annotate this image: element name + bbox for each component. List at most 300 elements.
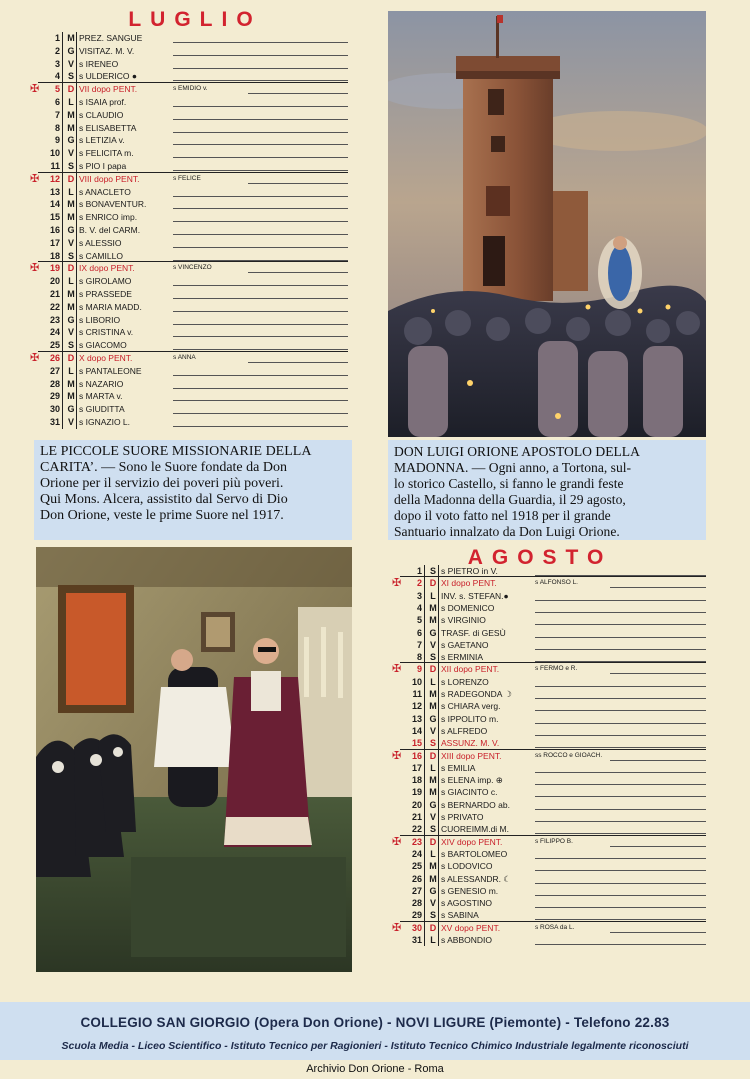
- day-number: 29: [49, 391, 60, 402]
- saint-name: s GIACINTO c.: [441, 787, 498, 798]
- day-number: 3: [54, 58, 60, 69]
- saint-name: s ELISABETTA: [79, 122, 137, 133]
- day-number: 28: [49, 378, 60, 389]
- day-number: 26: [49, 353, 60, 363]
- saint-name: s ERMINIA: [441, 652, 484, 663]
- calendar-day-row: [392, 663, 706, 676]
- weekday-letter: S: [429, 566, 436, 576]
- saint-name: s ABBONDIO: [441, 935, 493, 945]
- weekday-letter: M: [67, 391, 75, 402]
- calendar-day-row: [400, 860, 706, 872]
- day-number: 12: [411, 701, 422, 712]
- saint-name: XI dopo PENT.: [441, 578, 497, 589]
- day-number: 15: [49, 212, 60, 223]
- calendar-day-row: [30, 172, 348, 185]
- weekday-letter: V: [67, 237, 74, 248]
- note-line: [173, 311, 348, 312]
- weekday-letter: V: [429, 898, 436, 909]
- note-line: [173, 157, 348, 158]
- sunday-cross-icon: ✠: [30, 352, 40, 364]
- saint-name: s MARIA MADD.: [79, 301, 142, 312]
- extra-saint-note: s ANNA: [173, 354, 196, 361]
- weekday-letter: D: [67, 263, 75, 274]
- weekday-letter: S: [67, 71, 74, 82]
- day-number: 24: [411, 848, 422, 859]
- weekday-letter: L: [430, 676, 436, 687]
- note-line: [535, 870, 706, 871]
- day-number: 22: [411, 824, 422, 835]
- note-line: [173, 285, 348, 286]
- saint-name: ASSUNZ. M. V.: [441, 738, 500, 749]
- weekday-letter: G: [429, 799, 437, 810]
- saint-name: X dopo PENT.: [79, 353, 133, 363]
- calendar-day-row: [38, 134, 348, 146]
- day-number: 2: [416, 578, 422, 589]
- note-line: [535, 710, 706, 711]
- calendar-day-row: [400, 700, 706, 712]
- weekday-letter: V: [67, 417, 74, 427]
- calendar-day-row: [38, 58, 348, 70]
- saint-name: IX dopo PENT.: [79, 263, 135, 274]
- caption-line: dopo il voto fatto nel 1918 per il grande: [394, 508, 611, 523]
- calendar-day-row: [392, 921, 706, 934]
- calendar-day-row: [38, 314, 348, 326]
- weekday-letter: G: [67, 404, 75, 415]
- note-line: [248, 183, 348, 184]
- weekday-letter: S: [67, 250, 74, 261]
- weekday-letter: D: [429, 922, 437, 933]
- footer-school-programs: Scuola Media - Liceo Scientifico - Istituto Tecnico per Ragionieri - Istituto Tecnico Chimico Industriale legalmente riconosciuti: [61, 1040, 689, 1052]
- note-line: [173, 298, 348, 299]
- weekday-letter: D: [67, 353, 75, 363]
- calendar-day-row: [38, 250, 348, 262]
- weekday-letter: S: [429, 910, 436, 921]
- weekday-letter: L: [68, 186, 74, 197]
- day-number: 25: [411, 861, 422, 872]
- saint-name: s ENRICO imp.: [79, 212, 138, 223]
- calendar-day-row: [38, 416, 348, 428]
- calendar-day-row: [38, 96, 348, 108]
- weekday-letter: D: [429, 664, 437, 675]
- calendar-day-row: [38, 224, 348, 236]
- day-number: 4: [416, 602, 422, 613]
- extra-saint-note: s FILIPPO B.: [535, 837, 573, 845]
- weekday-letter: M: [429, 787, 437, 798]
- caption-line: DON LUIGI ORIONE APOSTOLO DELLA: [394, 444, 640, 459]
- saint-name: XIV dopo PENT.: [441, 836, 503, 847]
- weekday-letter: M: [429, 873, 437, 884]
- saint-name: s SABINA: [441, 910, 479, 921]
- day-number: 18: [49, 250, 60, 261]
- weekday-letter: L: [68, 97, 74, 107]
- saint-name: s PIO I papa: [79, 161, 127, 171]
- calendar-day-row: [38, 237, 348, 249]
- calendar-day-row: [400, 873, 706, 885]
- calendar-day-row: [38, 186, 348, 198]
- weekday-letter: V: [67, 148, 74, 159]
- weekday-letter: L: [430, 590, 436, 601]
- weekday-letter: V: [429, 725, 436, 736]
- calendar-day-row: [400, 823, 706, 835]
- saint-name: s EMILIA: [441, 762, 476, 773]
- note-line: [173, 208, 348, 209]
- saint-name: TRASF. di GESÙ: [441, 627, 506, 638]
- note-line: [173, 324, 348, 325]
- saint-name: s IRENEO: [79, 58, 119, 69]
- saint-name: s ELENA imp. ⊕: [441, 775, 503, 786]
- calendar-day-row: [30, 83, 348, 96]
- saint-name: s ULDERICO ●: [79, 71, 138, 82]
- calendar-day-row: [38, 211, 348, 223]
- day-number: 2: [54, 45, 60, 56]
- day-number: 15: [411, 738, 422, 749]
- footer-banner: [0, 1002, 750, 1060]
- saint-name: s CLAUDIO: [79, 109, 124, 120]
- sunday-cross-icon: ✠: [392, 835, 402, 848]
- saint-name: VII dopo PENT.: [79, 84, 138, 95]
- day-number: 7: [54, 109, 60, 120]
- weekday-letter: M: [67, 301, 75, 312]
- weekday-letter: D: [429, 750, 437, 761]
- saint-name: s BARTOLOMEO: [441, 848, 508, 859]
- day-number: 6: [54, 97, 60, 107]
- weekday-letter: S: [67, 161, 74, 171]
- note-line: [173, 42, 348, 43]
- note-line: [173, 68, 348, 69]
- sunday-cross-icon: ✠: [30, 172, 40, 185]
- footer-school-name: COLLEGIO SAN GIORGIO (Opera Don Orione) - NOVI LIGURE (Piemonte) - Telefono 22.83: [80, 1015, 670, 1030]
- note-line: [173, 144, 348, 145]
- calendar-day-row: [400, 713, 706, 725]
- note-line: [535, 723, 706, 724]
- day-number: 1: [54, 33, 60, 43]
- note-line: [535, 649, 706, 650]
- note-line: [173, 413, 348, 414]
- note-line: [535, 796, 706, 797]
- saint-name: s PIETRO in V.: [441, 566, 498, 576]
- calendar-day-row: [38, 45, 348, 57]
- day-number: 25: [49, 340, 60, 351]
- weekday-letter: M: [67, 109, 75, 120]
- saint-name: s CHIARA verg.: [441, 701, 501, 712]
- extra-saint-note: s FELICE: [173, 174, 201, 182]
- missionary-sisters-painting: [36, 547, 352, 972]
- weekday-letter: D: [429, 836, 437, 847]
- saint-name: s GENESIO m.: [441, 885, 499, 896]
- saint-name: s LETIZIA v.: [79, 135, 125, 146]
- weekday-letter: L: [68, 276, 74, 287]
- calendar-day-row: [400, 676, 706, 688]
- note-line: [535, 600, 706, 601]
- note-line: [535, 698, 706, 699]
- saint-name: s RADEGONDA ☽: [441, 689, 512, 699]
- saint-name: s GIUDITTA: [79, 404, 125, 415]
- day-number: 10: [411, 676, 422, 687]
- saint-name: s PRASSEDE: [79, 289, 132, 299]
- calendar-day-row: [400, 934, 706, 946]
- note-line: [173, 388, 348, 389]
- note-line: [248, 362, 348, 363]
- day-number: 13: [49, 186, 60, 197]
- calendar-day-row: [400, 737, 706, 749]
- day-number: 19: [411, 787, 422, 798]
- sunday-cross-icon: ✠: [30, 83, 40, 96]
- note-line: [535, 735, 706, 736]
- weekday-letter: M: [429, 775, 437, 786]
- note-line: [535, 895, 706, 896]
- note-line: [248, 93, 348, 94]
- sunday-cross-icon: ✠: [392, 749, 402, 762]
- note-line: [248, 272, 348, 273]
- day-number: 27: [411, 885, 422, 896]
- day-number: 3: [416, 590, 422, 601]
- weekday-letter: G: [67, 314, 75, 325]
- saint-name: XIII dopo PENT.: [441, 750, 502, 761]
- weekday-letter: V: [429, 812, 436, 822]
- caption-line: Orione per il servizio dei poveri più poveri.: [40, 476, 284, 491]
- calendar-day-row: [38, 378, 348, 390]
- note-line: [173, 400, 348, 401]
- weekday-letter: M: [67, 122, 75, 133]
- weekday-letter: M: [429, 701, 437, 712]
- note-line: [173, 336, 348, 337]
- day-number: 5: [416, 615, 422, 626]
- note-line: [535, 809, 706, 810]
- archive-label: Archivio Don Orione - Roma: [306, 1063, 444, 1075]
- day-number: 26: [411, 873, 422, 884]
- weekday-letter: M: [67, 378, 75, 389]
- saint-name: s PRIVATO: [441, 812, 484, 822]
- weekday-letter: D: [429, 578, 437, 589]
- weekday-letter: M: [67, 33, 75, 43]
- saint-name: VIII dopo PENT.: [79, 173, 140, 184]
- note-line: [535, 624, 706, 625]
- day-number: 14: [411, 725, 422, 736]
- caption-line: Santuario innalzato da Don Luigi Orione.: [394, 524, 620, 539]
- calendar-day-row: [38, 109, 348, 121]
- saint-name: s FELICITA m.: [79, 148, 134, 159]
- day-number: 10: [49, 148, 60, 159]
- saint-name: B. V. del CARM.: [79, 225, 141, 235]
- day-number: 23: [49, 314, 60, 325]
- saint-name: s ALESSANDR. ☾: [441, 873, 511, 884]
- day-number: 22: [49, 301, 60, 312]
- luglio-title: LUGLIO: [128, 8, 262, 31]
- day-number: 14: [49, 199, 60, 210]
- sunday-cross-icon: ✠: [30, 262, 40, 275]
- day-number: 23: [411, 836, 422, 847]
- caption-line: LE PICCOLE SUORE MISSIONARIE DELLA: [40, 444, 312, 459]
- sunday-cross-icon: ✠: [392, 921, 402, 934]
- note-line: [610, 760, 706, 761]
- calendar-day-row: [38, 147, 348, 159]
- note-line: [173, 426, 348, 427]
- weekday-letter: G: [67, 135, 75, 146]
- day-number: 18: [411, 775, 422, 786]
- day-number: 20: [49, 276, 60, 287]
- saint-name: XV dopo PENT.: [441, 922, 501, 933]
- calendar-day-row: [38, 288, 348, 300]
- calendar-day-row: [400, 799, 706, 811]
- day-number: 31: [49, 417, 60, 427]
- saint-name: s DOMENICO: [441, 602, 495, 613]
- luglio-calendar: [30, 32, 350, 438]
- weekday-letter: S: [429, 652, 436, 663]
- castle-procession-photo: [388, 11, 706, 437]
- calendar-day-row: [38, 326, 348, 338]
- calendar-day-row: [400, 639, 706, 651]
- saint-name: s BERNARDO ab.: [441, 799, 510, 810]
- calendar-day-row: [38, 403, 348, 415]
- day-number: 24: [49, 327, 60, 338]
- saint-name: s AGOSTINO: [441, 898, 493, 909]
- day-number: 12: [49, 173, 60, 184]
- note-line: [610, 673, 706, 674]
- caption-line: lo storico Castello, si fanno le grandi feste: [394, 476, 624, 491]
- calendar-day-row: [38, 301, 348, 313]
- weekday-letter: D: [67, 173, 75, 184]
- note-line: [173, 221, 348, 222]
- caption-line: MADONNA. — Ogni anno, a Tortona, sul-: [394, 460, 632, 475]
- calendar-day-row: [392, 835, 706, 848]
- saint-name: s IPPOLITO m.: [441, 713, 499, 724]
- saint-name: INV. s. STEFAN.●: [441, 590, 509, 601]
- day-number: 31: [411, 935, 422, 945]
- calendar-day-row: [38, 390, 348, 402]
- calendar-day-row: [400, 848, 706, 860]
- day-number: 19: [49, 263, 60, 274]
- note-line: [535, 637, 706, 638]
- saint-name: s GIACOMO: [79, 340, 127, 351]
- calendar-day-row: [38, 122, 348, 134]
- calendar-day-row: [400, 811, 706, 823]
- weekday-letter: D: [67, 84, 75, 95]
- day-number: 30: [49, 404, 60, 415]
- calendar-day-row: [400, 614, 706, 626]
- day-number: 7: [416, 639, 422, 650]
- day-number: 11: [412, 689, 422, 699]
- calendar-day-row: [400, 688, 706, 700]
- note-line: [610, 846, 706, 847]
- note-line: [535, 907, 706, 908]
- weekday-letter: G: [429, 885, 437, 896]
- day-number: 30: [411, 922, 422, 933]
- day-number: 11: [50, 161, 60, 171]
- day-number: 21: [49, 289, 60, 299]
- calendar-day-row: [30, 352, 348, 364]
- day-number: 5: [54, 84, 60, 95]
- saint-name: s ALESSIO: [79, 237, 122, 248]
- weekday-letter: S: [429, 824, 436, 835]
- calendar-day-row: [38, 365, 348, 377]
- note-line: [173, 196, 348, 197]
- weekday-letter: G: [67, 45, 75, 56]
- saint-name: s IGNAZIO L.: [79, 417, 131, 427]
- day-number: 13: [411, 713, 422, 724]
- note-line: [535, 612, 706, 613]
- weekday-letter: V: [67, 327, 74, 338]
- calendar-day-row: [400, 909, 706, 921]
- calendar-day-row: [38, 275, 348, 287]
- extra-saint-note: ss ROCCO e GIOACH.: [535, 751, 603, 759]
- agosto-calendar: [392, 565, 708, 971]
- saint-name: CUOREIMM.di M.: [441, 824, 509, 835]
- note-line: [535, 821, 706, 822]
- note-line: [610, 932, 706, 933]
- calendar-day-row: [400, 590, 706, 602]
- saint-name: s PANTALEONE: [79, 365, 142, 376]
- day-number: 8: [54, 122, 60, 133]
- note-line: [173, 375, 348, 376]
- calendar-day-row: [400, 651, 706, 663]
- weekday-letter: M: [67, 212, 75, 223]
- weekday-letter: M: [429, 615, 437, 626]
- weekday-letter: V: [429, 639, 436, 650]
- saint-name: s LIBORIO: [79, 314, 121, 325]
- day-number: 28: [411, 898, 422, 909]
- saint-name: PREZ. SANGUE: [79, 33, 143, 43]
- day-number: 6: [416, 627, 422, 638]
- day-number: 16: [49, 225, 60, 235]
- day-number: 16: [411, 750, 422, 761]
- saint-name: s GIROLAMO: [79, 276, 132, 287]
- calendar-day-row: [38, 32, 348, 44]
- day-number: 17: [411, 762, 422, 773]
- weekday-letter: M: [67, 199, 75, 210]
- calendar-day-row: [400, 627, 706, 639]
- day-number: 9: [416, 664, 422, 675]
- calendar-day-row: [392, 749, 706, 762]
- weekday-letter: M: [67, 289, 75, 299]
- sunday-cross-icon: ✠: [392, 663, 402, 676]
- day-number: 9: [54, 135, 60, 146]
- saint-name: s LODOVICO: [441, 861, 493, 872]
- sunday-cross-icon: ✠: [392, 577, 402, 590]
- saint-name: s GAETANO: [441, 639, 489, 650]
- weekday-letter: G: [429, 627, 437, 638]
- weekday-letter: G: [429, 713, 437, 724]
- saint-name: s VIRGINIO: [441, 615, 486, 626]
- note-line: [173, 55, 348, 56]
- weekday-letter: L: [68, 365, 74, 376]
- note-line: [610, 587, 706, 588]
- calendar-day-row: [38, 160, 348, 172]
- day-number: 8: [416, 652, 422, 663]
- saint-name: s NAZARIO: [79, 378, 124, 389]
- note-line: [535, 772, 706, 773]
- note-line: [173, 106, 348, 107]
- day-number: 17: [49, 237, 60, 248]
- calendar-day-row: [392, 577, 706, 590]
- calendar-day-row: [400, 602, 706, 614]
- calendar-day-row: [400, 774, 706, 786]
- saint-name: s ALFREDO: [441, 725, 488, 736]
- calendar-day-row: [400, 725, 706, 737]
- day-number: 29: [411, 910, 422, 921]
- note-line: [535, 784, 706, 785]
- note-line: [173, 247, 348, 248]
- caption-line: CARITA’. — Sono le Suore fondate da Don: [40, 460, 287, 475]
- note-line: [173, 119, 348, 120]
- day-number: 20: [411, 799, 422, 810]
- calendar-day-row: [400, 762, 706, 774]
- caption-castle-procession: [388, 440, 706, 540]
- calendar-day-row: [38, 70, 348, 82]
- calendar-day-row: [38, 339, 348, 351]
- day-number: 21: [411, 812, 422, 822]
- extra-saint-note: s VINCENZO: [173, 264, 212, 272]
- extra-saint-note: s ROSA da L.: [535, 923, 575, 931]
